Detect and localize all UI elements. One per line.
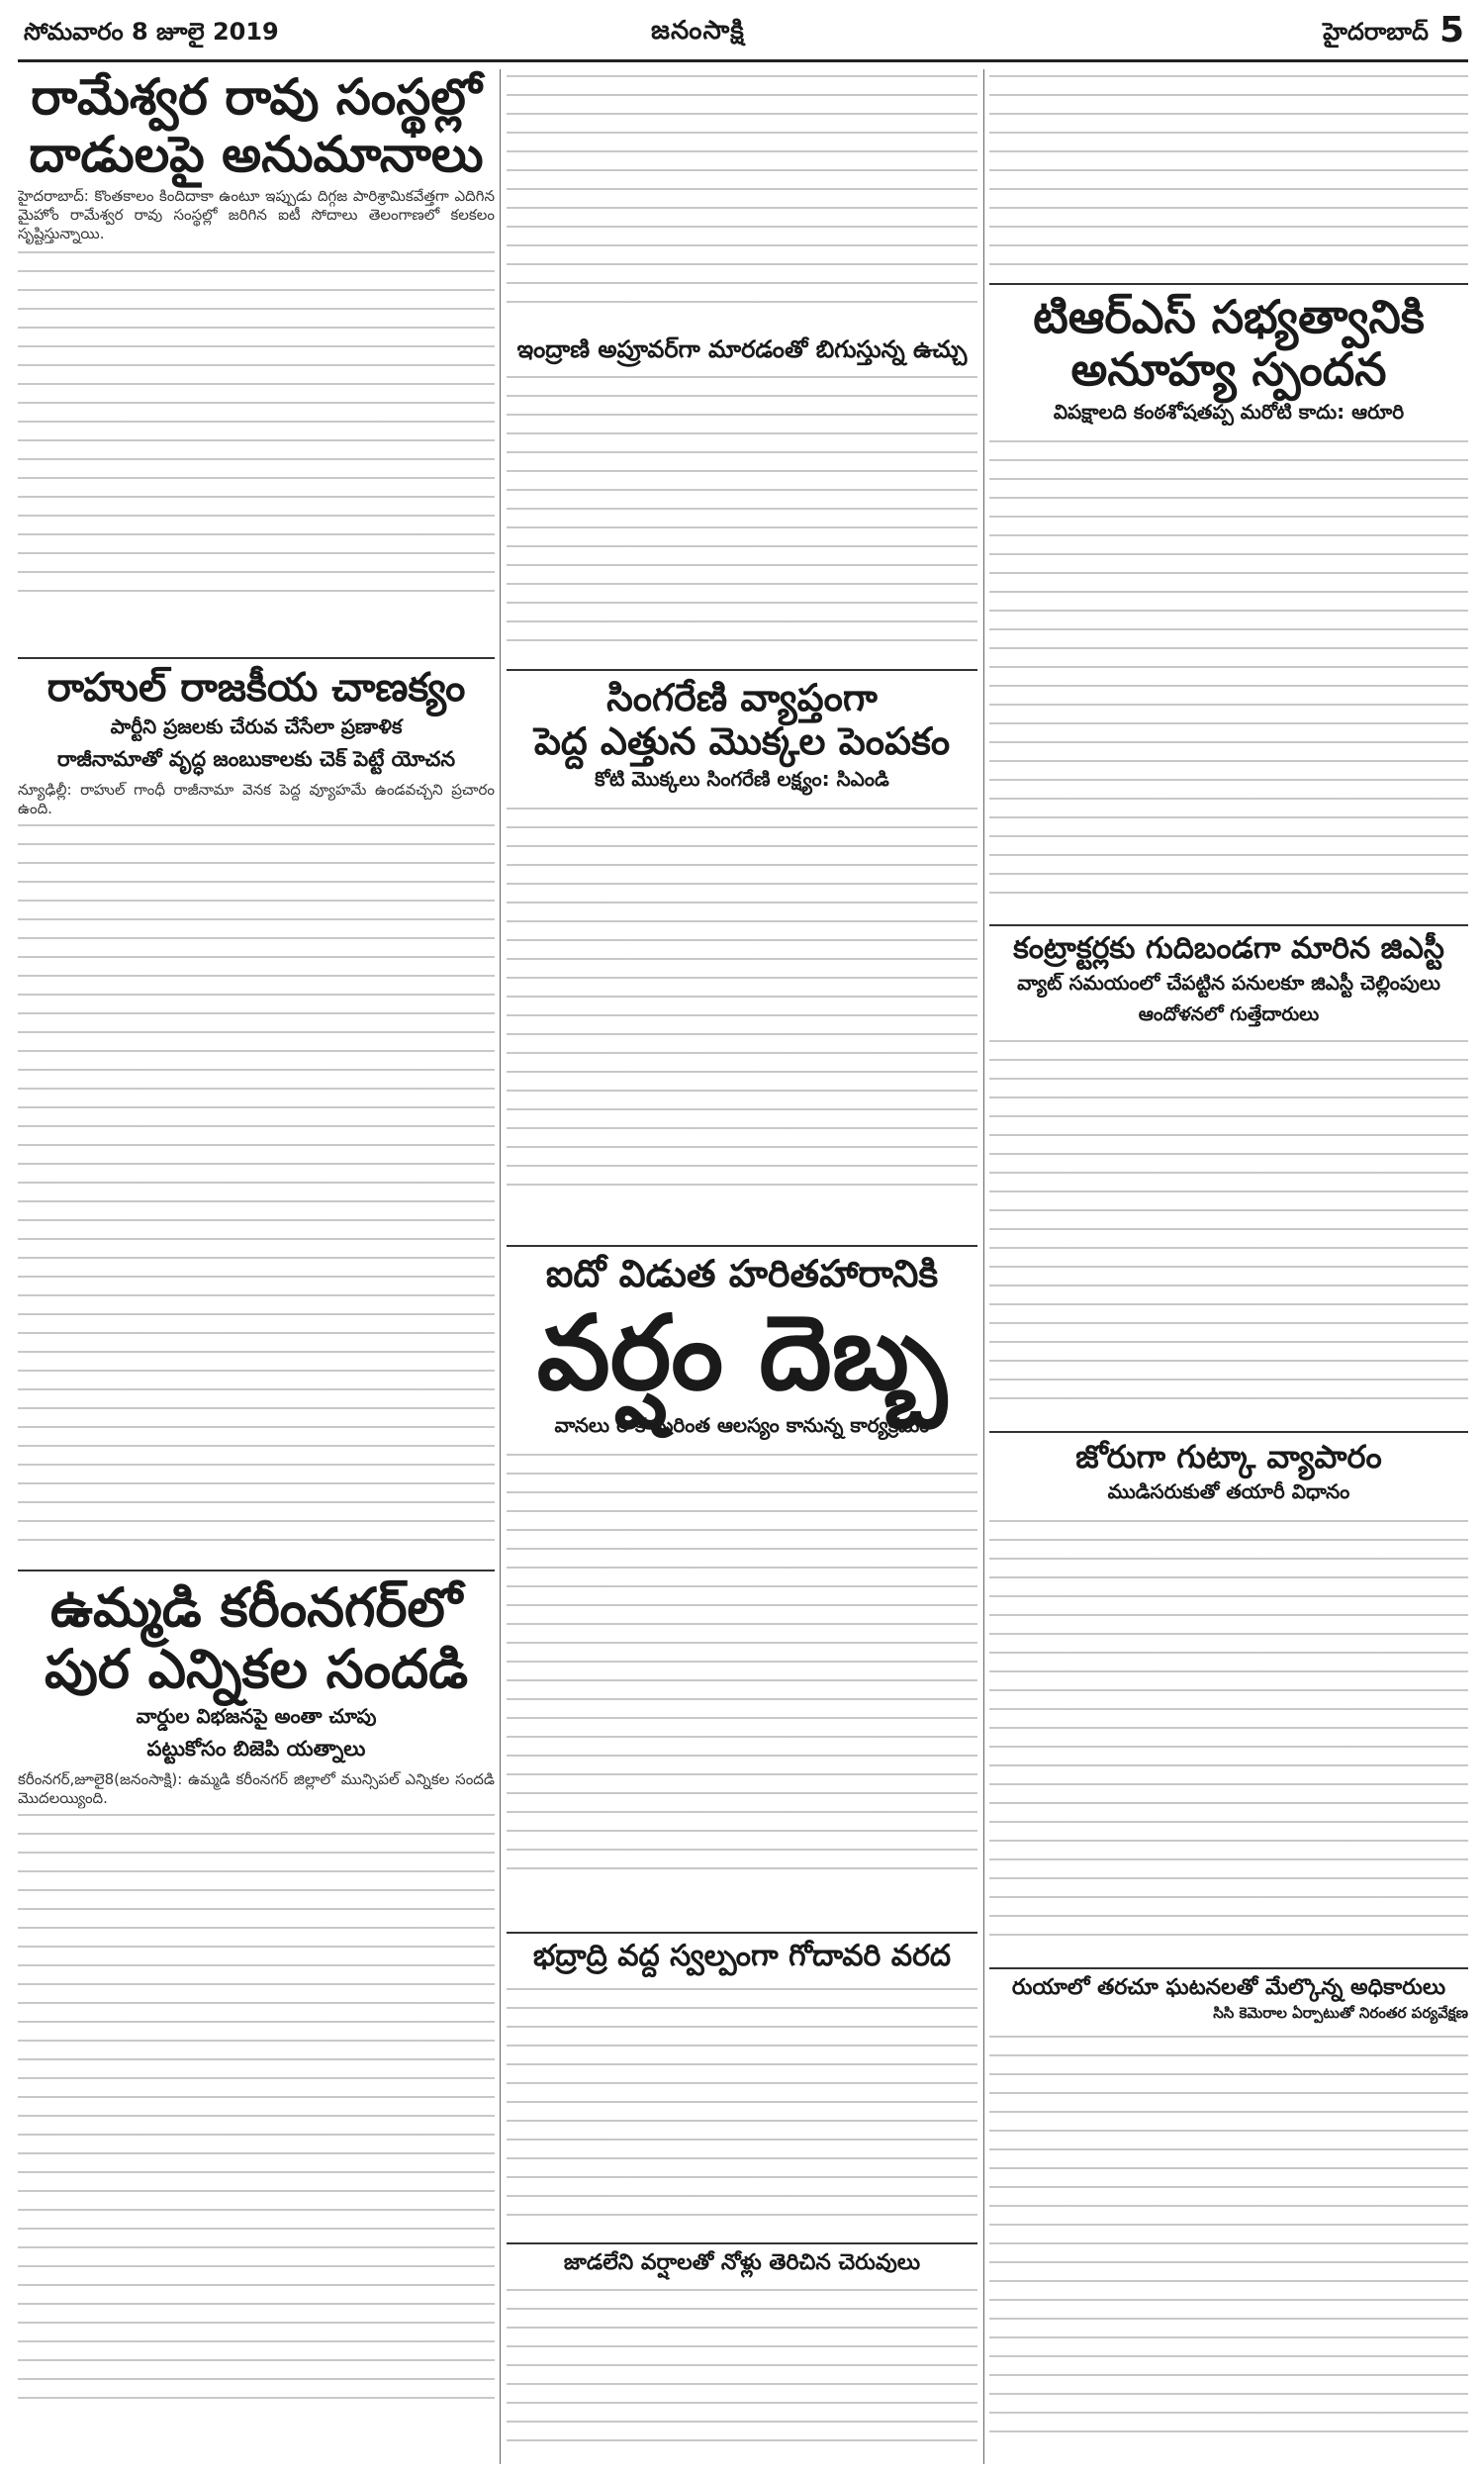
story-lead: హైదరాబాద్‌: కొంతకాలం కిందిదాకా ఉంటూ ఇప్పుడు దిగ్గజ పారిశ్రామికవేత్తగా ఎదిగిన మైహోం రామేశ్వర రావు సంస్థల్లో జరిగిన ఐటీ సోదాలు తెలంగాణలో కలకలం సృష్టిస్తున్నాయి. xyxy=(18,187,495,242)
story-haritha-haram xyxy=(507,1253,977,1926)
body-text-block xyxy=(989,69,1468,272)
headline: ఐదో విడుత హరితహారానికి xyxy=(545,1253,939,1295)
headline: వర్షం దెబ్బ xyxy=(536,1291,948,1413)
body-text-block xyxy=(18,1808,495,2402)
story-lead: న్యూఢిల్లీ: రాహుల్‌ గాంధీ రాజీనామా వెనక పెద్ద వ్యూహమే ఉండవచ్చని ప్రచారం ఉంది. xyxy=(18,781,495,817)
story-divider xyxy=(18,657,495,659)
headline: రాహుల్‌ రాజకీయ చాణక్యం xyxy=(46,665,466,711)
story-divider xyxy=(18,1570,495,1571)
story-divider xyxy=(989,924,1468,926)
story-godavari-flood xyxy=(507,1940,977,2237)
subhead: పార్టీని ప్రజలకు చేరువ చేసేలా ప్రణాళిక xyxy=(110,714,403,738)
story-dry-ponds xyxy=(507,2250,977,2464)
story-rahul-gandhi xyxy=(18,665,495,1564)
headline: జోరుగా గుట్కా వ్యాపారం xyxy=(1075,1439,1382,1475)
body-text-block xyxy=(507,370,977,657)
story-gutka-business xyxy=(989,1439,1468,1961)
story-karimnagar-elections xyxy=(18,1577,495,2464)
story-divider xyxy=(507,1932,977,1934)
story-divider xyxy=(989,1431,1468,1433)
edition-city: హైదరాబాద్ xyxy=(1323,18,1429,46)
body-text-block xyxy=(18,818,495,1551)
headline: భద్రాద్రి వద్ద స్వల్పంగా గోదావరి వరద xyxy=(532,1940,952,1973)
story-singareni xyxy=(507,677,977,1239)
headline: దాడులపై అనుమానాలు xyxy=(29,125,484,183)
body-text-block xyxy=(989,2030,1468,2445)
headline: కంట్రాక్టర్లకు గుదిబండగా మారిన జిఎస్టీ xyxy=(1013,932,1444,966)
headline: సింగరేణి వ్యాప్తంగా xyxy=(606,677,878,719)
kicker: ఆందోళనలో గుత్తేదారులు xyxy=(1138,1002,1320,1025)
story-gst-contractors xyxy=(989,932,1468,1425)
headline: పెద్ద ఎత్తున మొక్కల పెంపకం xyxy=(533,718,951,763)
story-divider xyxy=(507,1245,977,1247)
subhead: వార్డుల విభజనపై అంతా చూపు xyxy=(136,1704,377,1729)
headline: రామేశ్వర రావు సంస్థల్లో xyxy=(31,69,482,126)
story-rameshwar-rao xyxy=(18,69,495,653)
story-lead: కరీంనగర్‌,జూలై8(జనంసాక్షి): ఉమ్మడి కరీంనగర్‌ జిల్లాలో మున్సిపల్‌ ఎన్నికల సందడి మొదలయ్యింది. xyxy=(18,1770,495,1808)
headline: పుర ఎన్నికల సందడి xyxy=(44,1638,469,1701)
page-header xyxy=(18,8,1468,62)
kicker: రాజీనామాతో వృద్ధ జంబుకాలకు చెక్‌ పెట్టే యోచన xyxy=(56,747,456,771)
kicker: పట్టుకోసం బిజెపి యత్నాలు xyxy=(146,1737,366,1761)
subhead: వానలు రాక మరింత ఆలస్యం కానున్న కార్యక్రమం xyxy=(554,1413,930,1438)
headline: రుయాలో తరచూ ఘటనలతో మేల్కొన్న అధికారులు xyxy=(1011,1975,1446,2000)
subhead: సిసి కెమెరాల ఏర్పాటుతో నిరంతర పర్యవేక్షణ xyxy=(1213,2004,1468,2023)
headline: ఇంద్రాణి అప్రూవర్‌గా మారడంతో బిగుస్తున్న ఉచ్చు xyxy=(516,336,968,363)
story-divider xyxy=(989,283,1468,285)
story-continuation xyxy=(989,69,1468,277)
headline: ఉమ్మడి కరీంనగర్‌లో xyxy=(49,1577,463,1639)
body-text-block xyxy=(507,1448,977,1873)
body-text-block xyxy=(507,2283,977,2451)
story-indrani xyxy=(507,336,977,663)
masthead-logo: జనంసాక్షి xyxy=(651,16,745,46)
body-text-block xyxy=(507,802,977,1197)
story-divider xyxy=(507,2242,977,2244)
subhead: వ్యాట్‌ సమయంలో చేపట్టిన పనులకూ జిఎస్టీ చెల్లింపులు xyxy=(1017,970,1440,995)
story-ruia-hospital xyxy=(989,1975,1468,2464)
subhead: ముడిసరుకుతో తయారీ విధానం xyxy=(1107,1478,1350,1503)
headline: టిఆర్‌ఎస్‌ సభ్యత్వానికి xyxy=(1033,291,1425,343)
headline: జాడలేని వర్షాలతో నోళ్లు తెరిచిన చెరువులు xyxy=(563,2250,921,2275)
page-number: 5 xyxy=(1438,10,1464,50)
body-text-block xyxy=(507,1982,977,2220)
body-text-block xyxy=(989,1034,1468,1410)
column-divider xyxy=(500,69,501,2464)
issue-date: సోమవారం 8 జూలై 2019 xyxy=(24,18,279,46)
body-text-block xyxy=(18,245,495,602)
body-text-block xyxy=(507,69,977,317)
story-trs-membership xyxy=(989,291,1468,918)
body-text-block xyxy=(989,1514,1468,1940)
column-divider xyxy=(983,69,984,2464)
headline: అనూహ్య స్పందన xyxy=(1070,341,1387,396)
subhead: విపక్షాలది కంఠశోషతప్ప మరోటి కాదు: ఆరూరి xyxy=(1053,399,1405,424)
subhead: కోటి మొక్కలు సింగరేణి లక్ష్యం: సిఎండి xyxy=(595,767,889,792)
story-divider xyxy=(989,1967,1468,1969)
body-text-block xyxy=(989,434,1468,909)
story-continuation xyxy=(507,69,977,327)
story-divider xyxy=(507,669,977,671)
